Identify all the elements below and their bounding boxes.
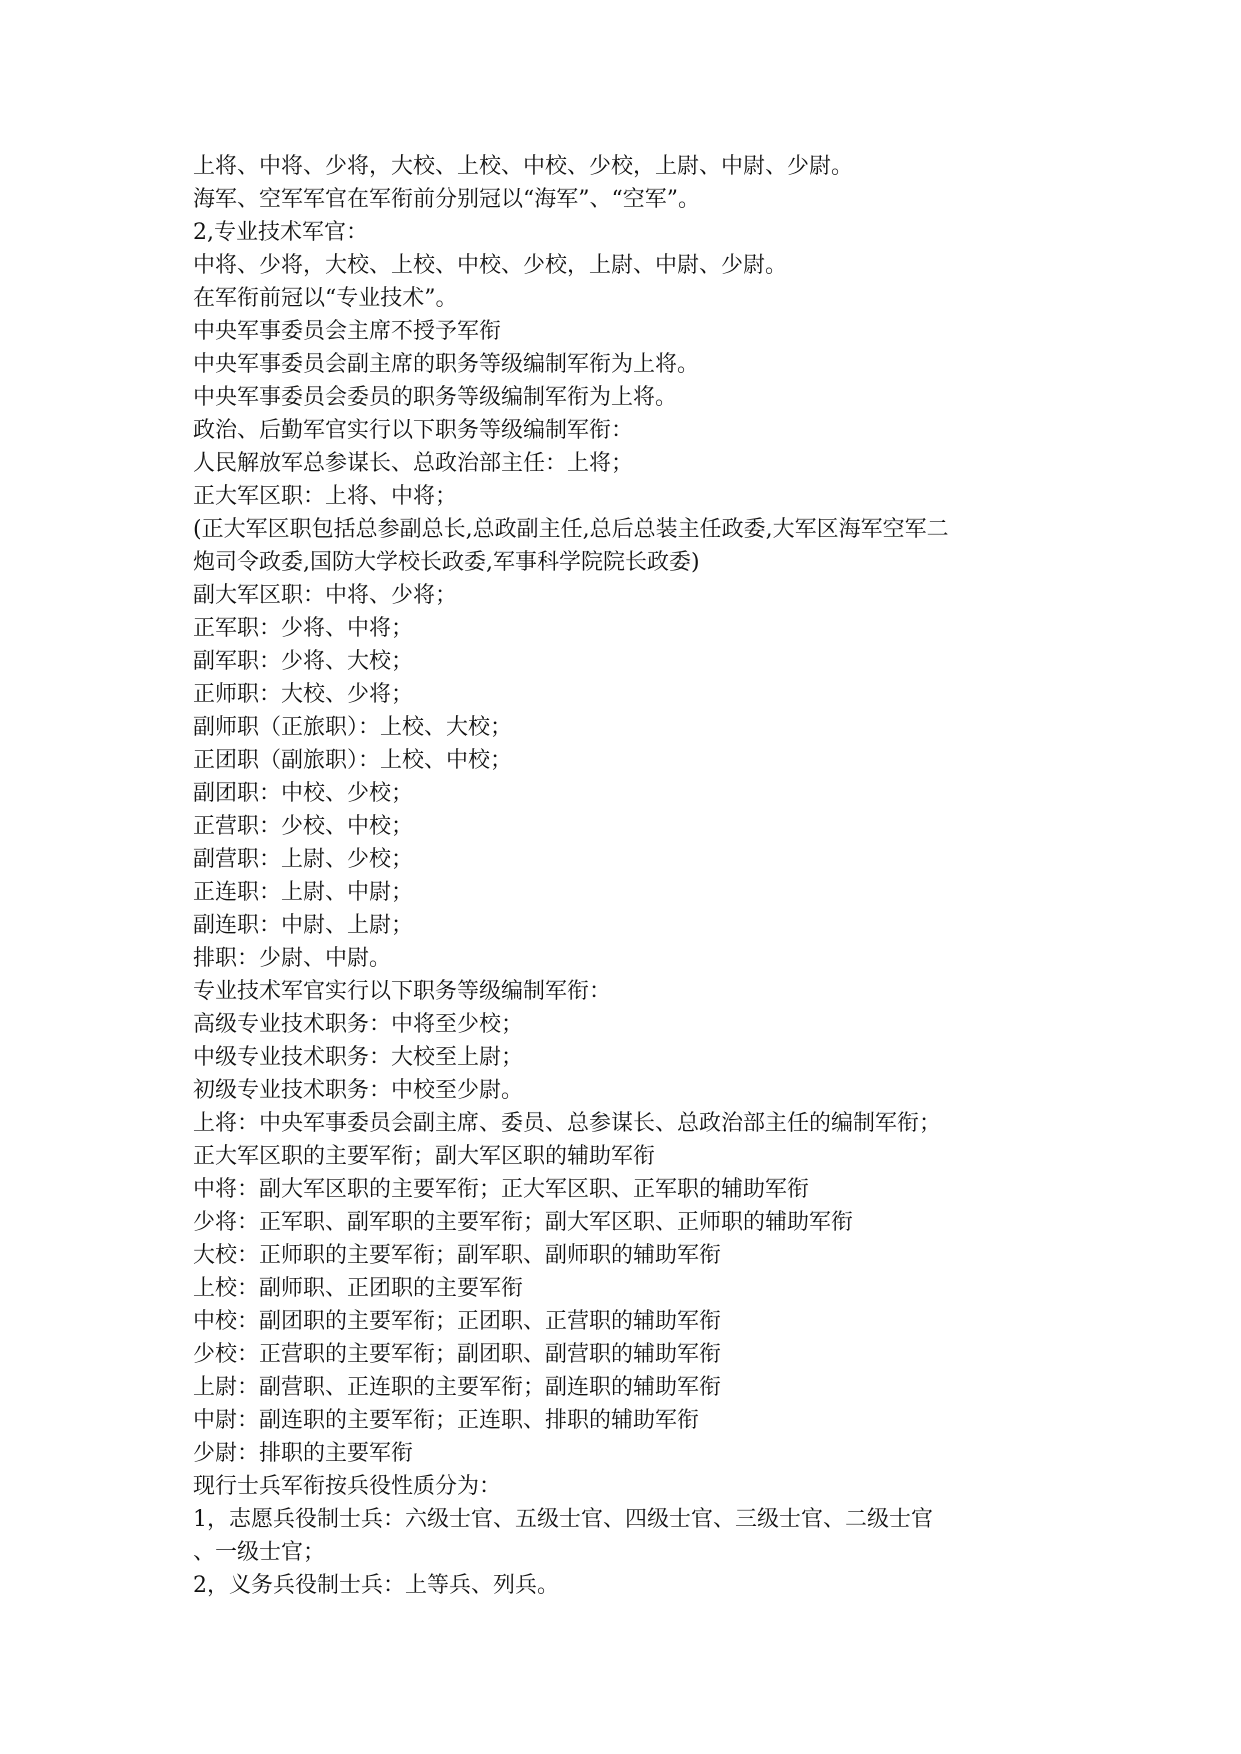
text-line: 中央军事委员会委员的职务等级编制军衔为上将。 [193, 385, 678, 410]
text-line: 副大军区职：中将、少将； [193, 583, 458, 608]
text-line: 高级专业技术职务：中将至少校； [193, 1012, 524, 1037]
text-line: 大校：正师职的主要军衔；副军职、副师职的辅助军衔 [193, 1243, 722, 1268]
document-body [193, 150, 1073, 1602]
text-line: 、一级士官； [193, 1540, 326, 1565]
text-line: 炮司令政委,国防大学校长政委,军事科学院院长政委) [193, 550, 700, 575]
text-line: 中将、少将，大校、上校、中校、少校，上尉、中尉、少尉。 [193, 253, 788, 278]
text-line: 正大军区职：上将、中将； [193, 484, 458, 509]
text-line: 初级专业技术职务：中校至少尉。 [193, 1078, 524, 1103]
text-line: 中尉：副连职的主要军衔；正连职、排职的辅助军衔 [193, 1408, 700, 1433]
text-line: 中校：副团职的主要军衔；正团职、正营职的辅助军衔 [193, 1309, 722, 1334]
text-line: 正团职（副旅职）：上校、中校； [193, 748, 513, 773]
text-line: 现行士兵军衔按兵役性质分为： [193, 1474, 502, 1499]
text-line: 上尉：副营职、正连职的主要军衔；副连职的辅助军衔 [193, 1375, 722, 1400]
text-line: 副营职：上尉、少校； [193, 847, 414, 872]
text-line: (正大军区职包括总参副总长,总政副主任,总后总装主任政委,大军区海军空军二 [193, 517, 949, 542]
text-line: 正营职：少校、中校； [193, 814, 414, 839]
text-line: 副军职：少将、大校； [193, 649, 414, 674]
text-line: 人民解放军总参谋长、总政治部主任：上将； [193, 451, 634, 476]
text-line: 专业技术军官实行以下职务等级编制军衔： [193, 979, 612, 1004]
text-line: 海军、空军军官在军衔前分别冠以“海军”、“空军”。 [193, 187, 700, 212]
text-line: 正师职：大校、少将； [193, 682, 414, 707]
text-line: 政治、后勤军官实行以下职务等级编制军衔： [193, 418, 634, 443]
text-line: 副师职（正旅职）：上校、大校； [193, 715, 513, 740]
text-line: 2，义务兵役制士兵：上等兵、列兵。 [193, 1573, 559, 1598]
text-line: 上将、中将、少将，大校、上校、中校、少校，上尉、中尉、少尉。 [193, 154, 854, 179]
text-line: 少尉：排职的主要军衔 [193, 1441, 414, 1466]
text-line: 在军衔前冠以“专业技术”。 [193, 286, 458, 311]
text-line: 副团职：中校、少校； [193, 781, 414, 806]
text-line: 中级专业技术职务：大校至上尉； [193, 1045, 524, 1070]
text-line: 排职：少尉、中尉。 [193, 946, 392, 971]
text-line: 上校：副师职、正团职的主要军衔 [193, 1276, 524, 1301]
text-line: 正大军区职的主要军衔；副大军区职的辅助军衔 [193, 1144, 656, 1169]
text-line: 1，志愿兵役制士兵：六级士官、五级士官、四级士官、三级士官、二级士官 [193, 1507, 933, 1532]
text-line: 副连职：中尉、上尉； [193, 913, 414, 938]
text-line: 少将：正军职、副军职的主要军衔；副大军区职、正师职的辅助军衔 [193, 1210, 854, 1235]
text-line: 2,专业技术军官： [193, 220, 368, 245]
text-line: 中央军事委员会主席不授予军衔 [193, 319, 502, 344]
text-line: 中央军事委员会副主席的职务等级编制军衔为上将。 [193, 352, 700, 377]
text-line: 上将：中央军事委员会副主席、委员、总参谋长、总政治部主任的编制军衔； [193, 1111, 942, 1136]
text-line: 少校：正营职的主要军衔；副团职、副营职的辅助军衔 [193, 1342, 722, 1367]
text-line: 正军职：少将、中将； [193, 616, 414, 641]
text-line: 正连职：上尉、中尉； [193, 880, 414, 905]
text-line: 中将：副大军区职的主要军衔；正大军区职、正军职的辅助军衔 [193, 1177, 810, 1202]
